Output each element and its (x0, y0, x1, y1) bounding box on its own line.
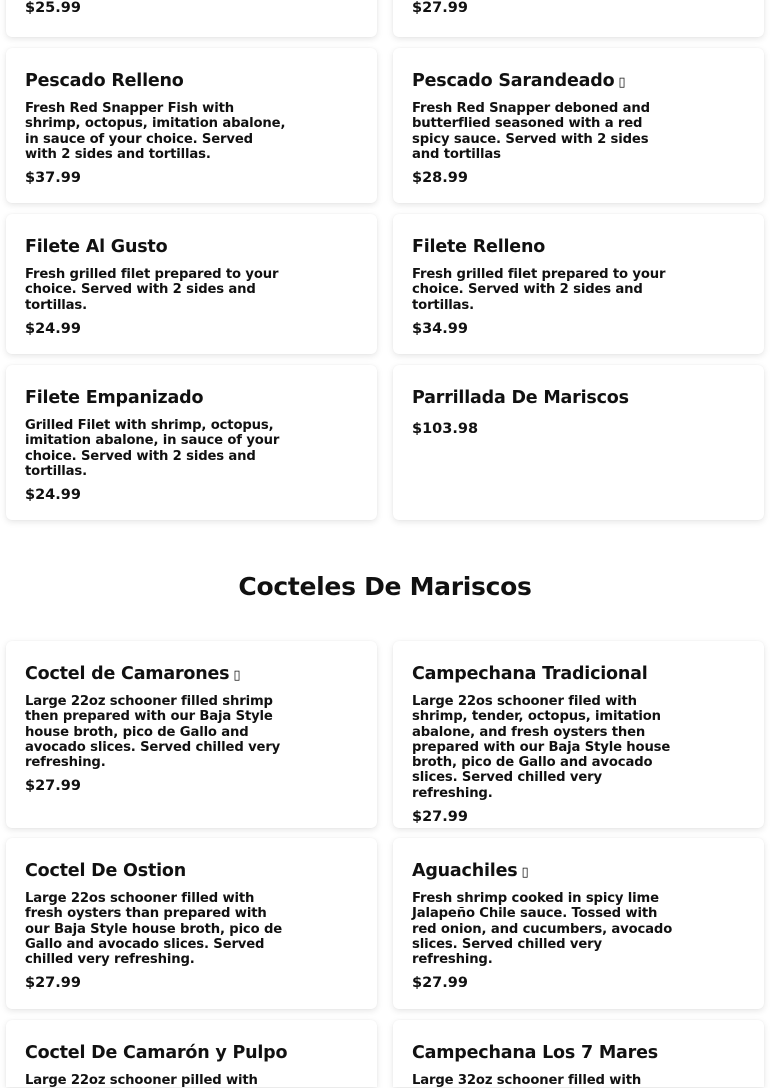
item-price: $27.99 (412, 809, 468, 826)
item-description: Fresh grilled filet prepared to your choice. Served with 2 sides and tortillas. (412, 267, 666, 313)
item-name: Parrillada De Mariscos (412, 388, 629, 408)
item-price: $28.99 (412, 170, 468, 187)
menu-item-card[interactable] (393, 1020, 764, 1087)
item-name: Aguachiles ▯ (412, 861, 529, 881)
menu-item-card[interactable] (6, 1020, 377, 1087)
item-price: $24.99 (25, 320, 81, 337)
item-description: Fresh grilled filet prepared to your choice. Served with 2 sides and tortillas. (25, 267, 279, 313)
spicy-icon: ▯ (618, 75, 626, 90)
menu-item-card[interactable] (393, 365, 764, 520)
menu-item-card[interactable] (393, 838, 764, 1009)
item-description: Large 32oz schooner filled with (412, 1073, 642, 1088)
item-price: $27.99 (412, 0, 468, 16)
spicy-icon: ▯ (233, 668, 241, 683)
menu-item-card[interactable] (6, 48, 377, 203)
item-price: $103.98 (412, 421, 479, 437)
item-name: Pescado Relleno (25, 71, 184, 91)
item-name: Campechana Tradicional (412, 664, 648, 684)
menu-item-card[interactable] (6, 365, 377, 520)
menu-item-card[interactable] (393, 214, 764, 354)
item-name: Pescado Sarandeado ▯ (412, 71, 626, 91)
item-name: Filete Empanizado (25, 388, 204, 408)
item-price: $27.99 (412, 975, 468, 992)
item-description: Fresh shrimp cooked in spicy lime Jalapeño Chile sauce. Tossed with red onion, and cucumbers, avocado slices. Served chilled very refreshing. (412, 891, 673, 968)
item-description: Large 22oz schooner pilled with (25, 1073, 258, 1088)
item-price: $24.99 (25, 487, 81, 504)
menu-item-card[interactable] (6, 641, 377, 828)
item-name: Coctel De Camarón y Pulpo (25, 1043, 288, 1063)
item-description: Large 22oz schooner filled shrimp then prepared with our Baja Style house broth, pico de Gallo and avocado slices. Served chilled very refreshing. (25, 694, 281, 771)
item-description: Grilled Filet with shrimp, octopus, imitation abalone, in sauce of your choice. Served with 2 sides and tortillas. (25, 418, 280, 479)
menu-item-card[interactable] (6, 214, 377, 354)
item-description: Fresh Red Snapper Fish with shrimp, octopus, imitation abalone, in sauce of your choice. Served with 2 sides and tortillas. (25, 101, 286, 162)
item-name: Campechana Los 7 Mares (412, 1043, 658, 1063)
item-name: Filete Relleno (412, 237, 546, 257)
item-name: Coctel de Camarones ▯ (25, 664, 241, 684)
item-name: Coctel De Ostion (25, 861, 186, 881)
item-price: $27.99 (25, 975, 81, 992)
item-price: $25.99 (25, 0, 81, 16)
item-price: $27.99 (25, 778, 81, 795)
menu-item-card[interactable] (6, 838, 377, 1009)
spicy-icon: ▯ (521, 865, 529, 880)
item-price: $34.99 (412, 320, 468, 337)
menu-item-card[interactable] (393, 48, 764, 203)
menu-item-card[interactable] (393, 0, 764, 37)
menu-item-card[interactable] (6, 0, 377, 37)
item-description: Fresh Red Snapper deboned and butterflied seasoned with a red spicy sauce. Served with 2 sides and tortillas (412, 101, 650, 162)
menu-item-card[interactable] (393, 641, 764, 828)
section-title: Cocteles De Mariscos (238, 572, 532, 601)
item-name: Filete Al Gusto (25, 237, 168, 257)
item-description: Large 22os schooner filed with shrimp, tender, octopus, imitation abalone, and fresh oysters then prepared with our Baja Style house broth, pico de Gallo and avocado slices. Served chilled very refreshing. (412, 694, 671, 801)
item-description: Large 22os schooner filled with fresh oysters than prepared with our Baja Style house broth, pico de Gallo and avocado slices. Served chilled very refreshing. (25, 891, 283, 968)
item-price: $37.99 (25, 170, 81, 187)
